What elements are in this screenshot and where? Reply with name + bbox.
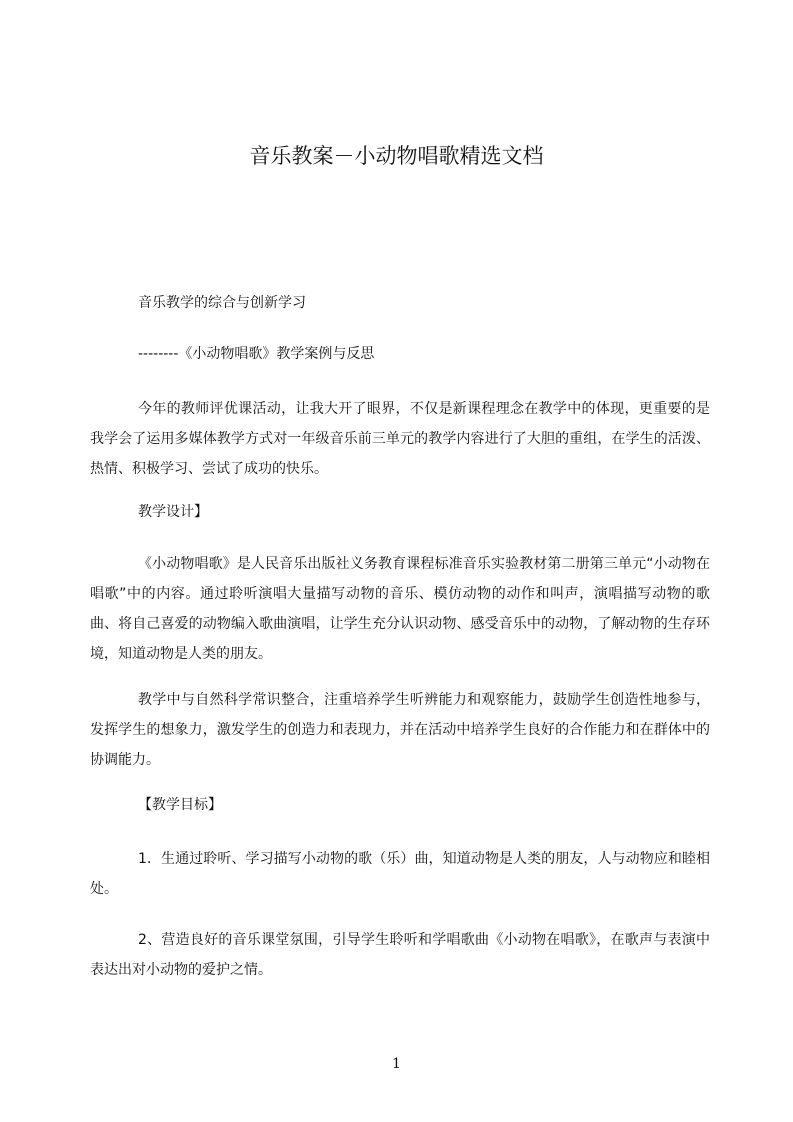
integration-paragraph: 教学中与自然科学常识整合，注重培养学生听辨能力和观察能力，鼓励学生创造性地参与，发挥学生的想象力，激发学生的创造力和表现力，并在活动中培养学生良好的合作能力和在群体中的协调能力。 [90,692,710,768]
subtitle-heading: 音乐教学的综合与创新学习 [138,295,306,311]
case-study-heading: --------《小动物唱歌》教学案例与反思 [138,346,375,362]
design-paragraph: 《小动物唱歌》是人民音乐出版社义务教育课程标准音乐实验教材第二册第三单元“小动物在唱歌”中的内容。通过聆听演唱大量描写动物的音乐、模仿动物的动作和叫声，演唱描写动物的歌曲、将自己喜爱的动物编入歌曲演唱，让学生充分认识动物、感受音乐中的动物，了解动物的生存环境，知道动物是人类的朋友。 [90,556,710,662]
document-title: 音乐教案－小动物唱歌精选文档 [249,144,544,168]
page-number: 1 [392,1056,401,1072]
goal-item-2: 2、营造良好的音乐课堂氛围，引导学生聆听和学唱歌曲《小动物在唱歌》，在歌声与表演中表达出对小动物的爱护之情。 [90,932,710,978]
goal-item-1: 1．生通过聆听、学习描写小动物的歌（乐）曲，知道动物是人类的朋友，人与动物应和睦相处。 [90,851,710,897]
section-heading-design: 教学设计】 [138,504,208,520]
section-heading-goals: 【教学目标】 [138,797,222,813]
intro-paragraph: 今年的教师评优课活动，让我大开了眼界，不仅是新课程理念在教学中的体现，更重要的是我学会了运用多媒体教学方式对一年级音乐前三单元的教学内容进行了大胆的重组，在学生的活泼、热情、积极学习、尝试了成功的快乐。 [90,401,710,477]
